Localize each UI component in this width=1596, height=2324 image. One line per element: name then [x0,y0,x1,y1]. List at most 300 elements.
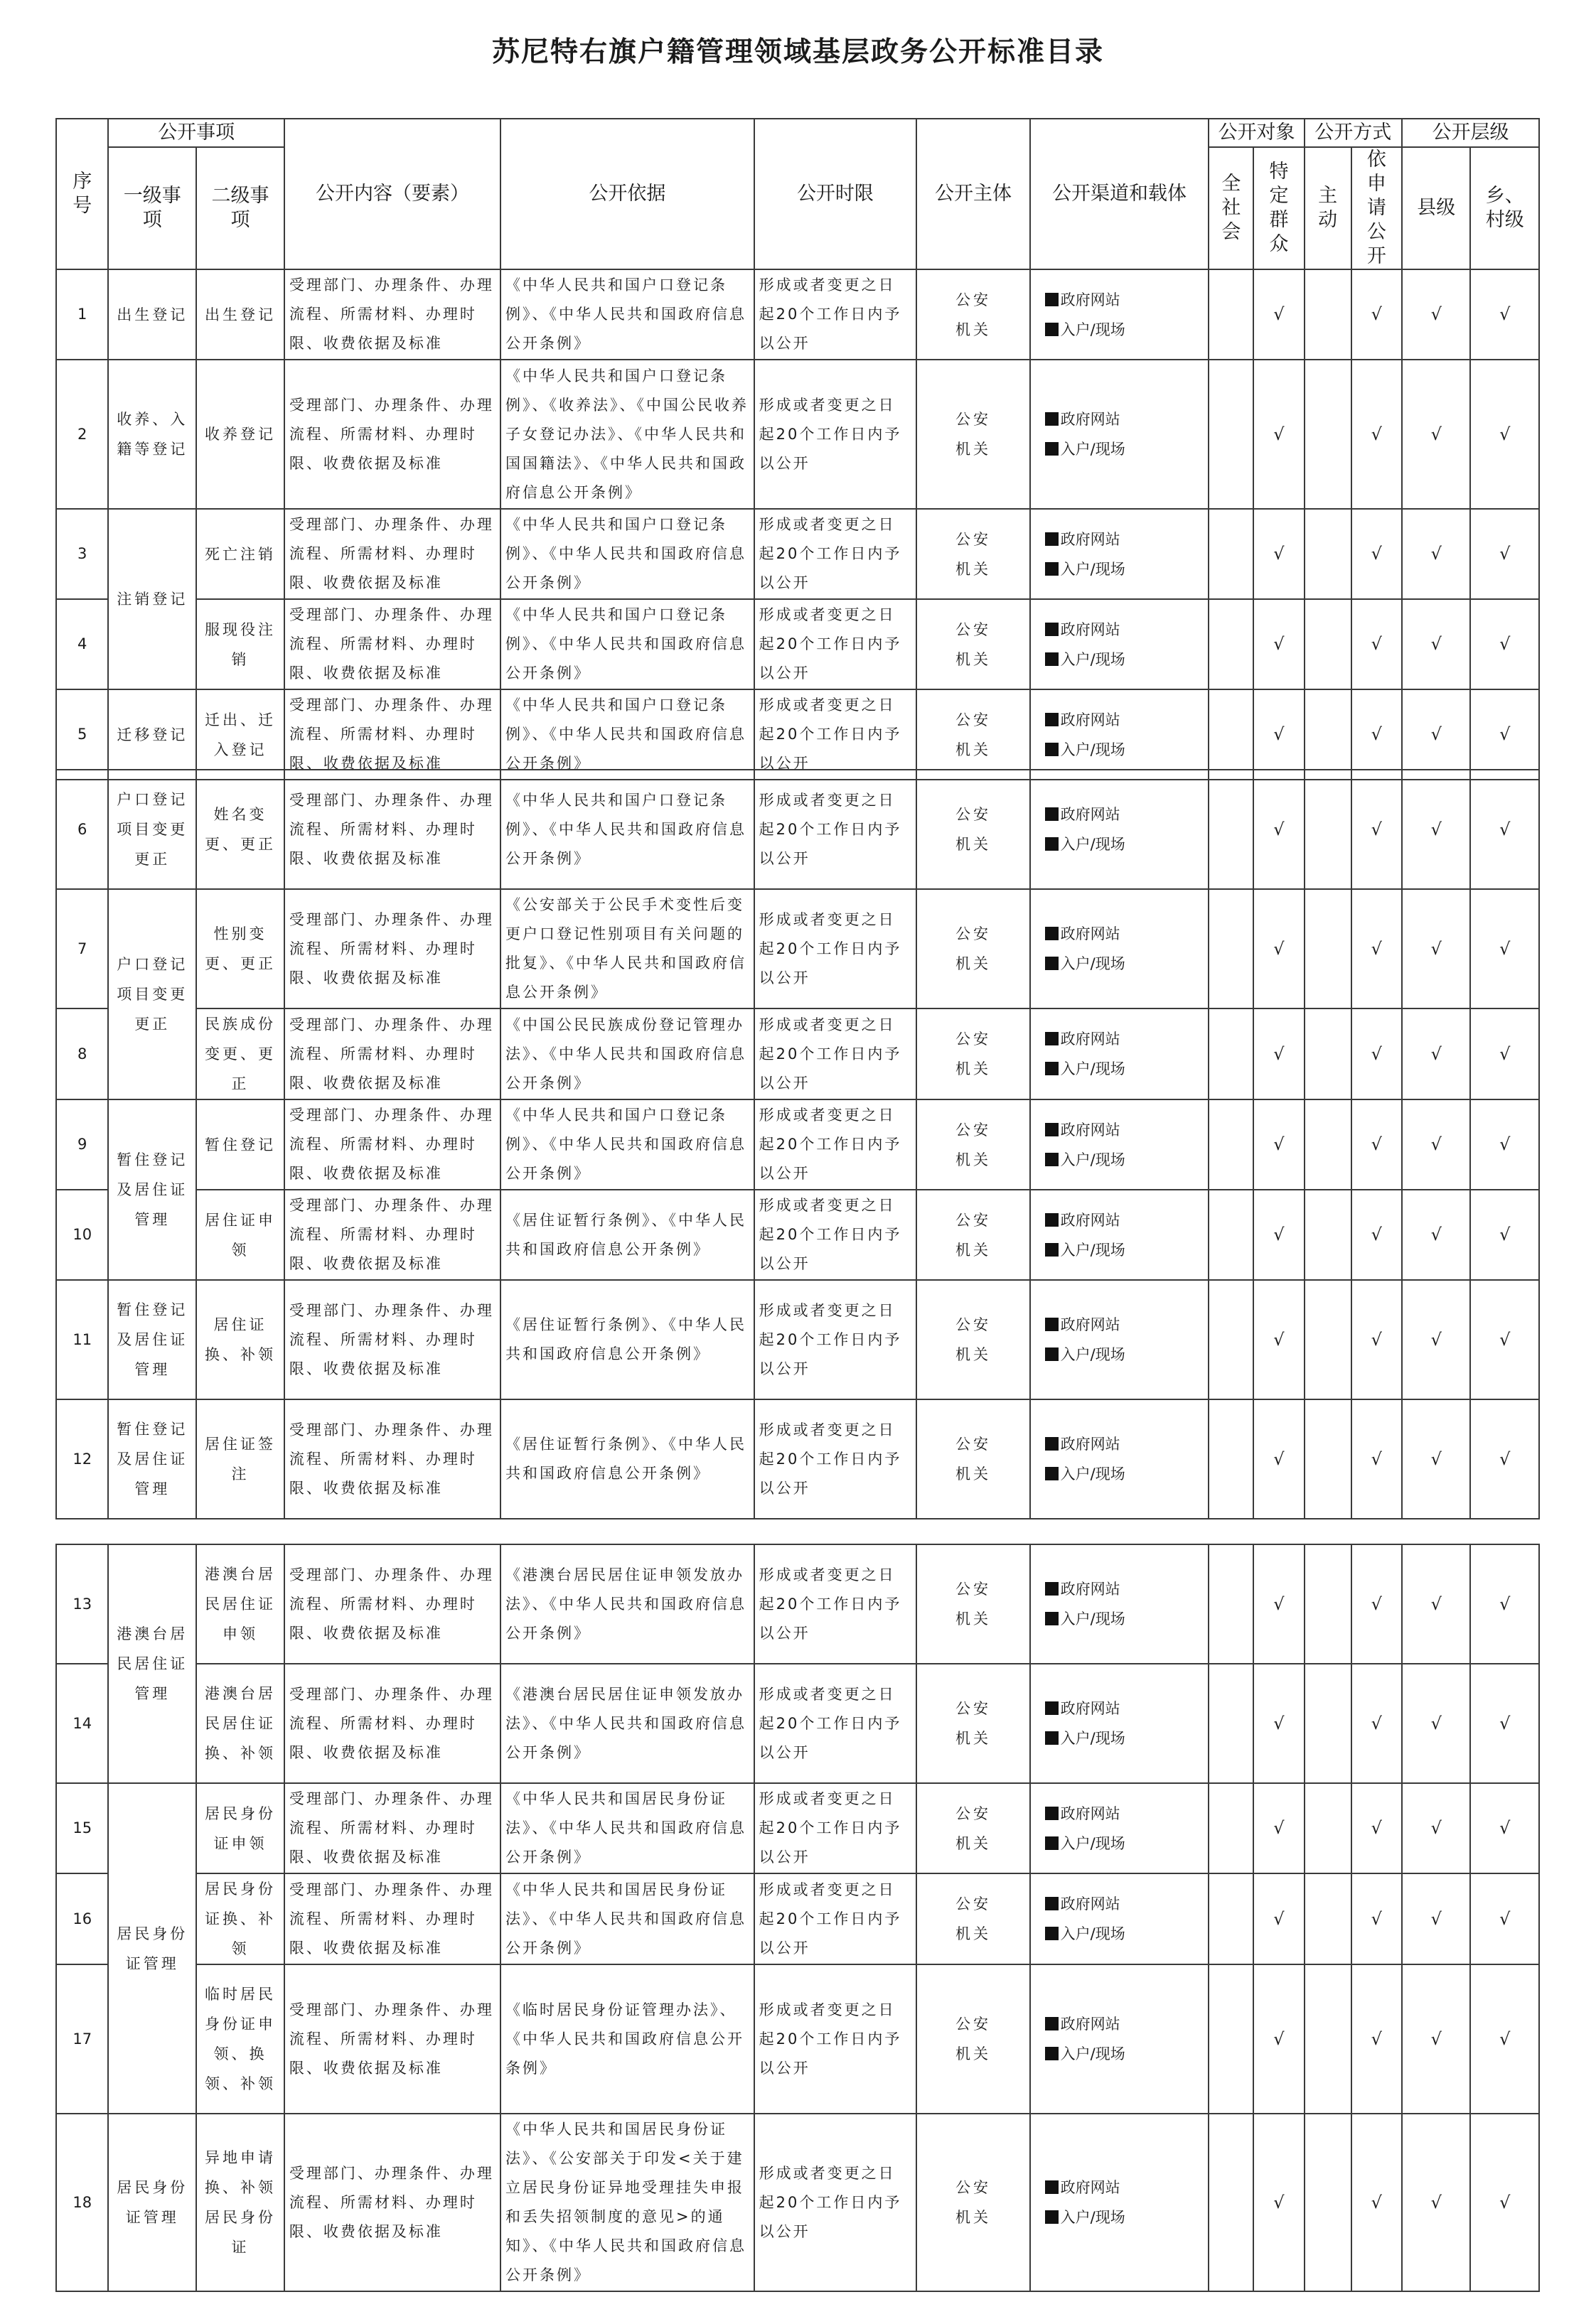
table-row [56,1544,1539,1664]
table-row [56,360,1539,509]
content-cell: 受理部门、办理条件、办理流程、所需材料、办理时限、收费依据及标准 [284,1399,500,1519]
channel-cell [1030,599,1209,689]
checkmark-icon: √ [1253,689,1304,780]
row-number: 13 [56,1544,108,1664]
method-active-cell [1305,1783,1351,1873]
checkmark-icon: √ [1351,2114,1402,2291]
table-row [56,1190,1539,1280]
black-square-icon [1045,837,1059,851]
checkmark-icon: √ [1253,360,1304,509]
checkmark-icon: √ [1351,889,1402,1008]
content-cell: 受理部门、办理条件、办理流程、所需材料、办理时限、收费依据及标准 [284,1280,500,1399]
channel-cell [1030,1190,1209,1280]
row-number: 17 [56,1964,108,2114]
channel-website: 政府网站 [1035,1889,1204,1919]
black-square-icon [1045,623,1059,636]
header-level2: 二级事项 [196,147,284,269]
header-basis: 公开依据 [500,119,754,269]
checkmark-icon: √ [1402,360,1470,509]
channel-cell [1030,1964,1209,2114]
time-cell: 形成或者变更之日起20个工作日内予以公开 [754,269,917,360]
channel-website: 政府网站 [1035,1115,1204,1145]
target-all-cell [1209,1783,1253,1873]
black-square-icon [1045,743,1059,756]
content-cell: 受理部门、办理条件、办理流程、所需材料、办理时限、收费依据及标准 [284,1099,500,1190]
black-square-icon [1045,2047,1059,2060]
row-number: 8 [56,1008,108,1099]
level2-item: 暂住登记 [196,1099,284,1190]
channel-website: 政府网站 [1035,615,1204,645]
channel-onsite: 入户/现场 [1035,554,1204,584]
black-square-icon [1045,1582,1059,1596]
method-active-cell [1305,509,1351,599]
table-row [56,1399,1539,1519]
black-square-icon [1045,2210,1059,2224]
checkmark-icon: √ [1470,269,1539,360]
checkmark-icon: √ [1351,1664,1402,1783]
basis-cell: 《中华人民共和国户口登记条例》、《中华人民共和国政府信息公开条例》 [500,509,754,599]
basis-cell: 《公安部关于公民手术变性后变更户口登记性别项目有关问题的批复》、《中华人民共和国政府信息公开条例》 [500,889,754,1008]
level2-item: 港澳台居民居住证申领 [196,1544,284,1664]
black-square-icon [1045,927,1059,940]
channel-cell [1030,269,1209,360]
checkmark-icon: √ [1351,1783,1402,1873]
subject-cell: 公安机关 [916,1783,1029,1873]
channel-website: 政府网站 [1035,2009,1204,2039]
checkmark-icon: √ [1402,1399,1470,1519]
black-square-icon [1045,1836,1059,1850]
subject-cell: 公安机关 [916,1873,1029,1964]
row-number: 10 [56,1190,108,1280]
level1-item: 收养、入籍等登记 [108,360,196,509]
checkmark-icon: √ [1402,889,1470,1008]
row-number: 14 [56,1664,108,1783]
method-active-cell [1305,1280,1351,1399]
black-square-icon [1045,1318,1059,1331]
row-number: 18 [56,2114,108,2291]
black-square-icon [1045,1062,1059,1075]
level2-item: 异地申请换、补领居民身份证 [196,2114,284,2291]
level2-item: 居民身份证换、补领 [196,1873,284,1964]
row-number: 11 [56,1280,108,1399]
time-cell: 形成或者变更之日起20个工作日内予以公开 [754,770,917,889]
checkmark-icon: √ [1351,599,1402,689]
header-subject: 公开主体 [916,119,1029,269]
row-number: 2 [56,360,108,509]
channel-website: 政府网站 [1035,404,1204,434]
time-cell: 形成或者变更之日起20个工作日内予以公开 [754,1964,917,2114]
level1-item: 暂住登记及居住证管理 [108,1399,196,1519]
checkmark-icon: √ [1402,1280,1470,1399]
basis-cell: 《中华人民共和国居民身份证法》、《中华人民共和国政府信息公开条例》 [500,1783,754,1873]
time-cell: 形成或者变更之日起20个工作日内予以公开 [754,2114,917,2291]
method-active-cell [1305,1664,1351,1783]
checkmark-icon: √ [1402,1190,1470,1280]
table-row [56,2114,1539,2291]
time-cell: 形成或者变更之日起20个工作日内予以公开 [754,689,917,780]
checkmark-icon: √ [1470,599,1539,689]
subject-cell: 公安机关 [916,1099,1029,1190]
method-active-cell [1305,1399,1351,1519]
row-number: 6 [56,770,108,889]
black-square-icon [1045,1927,1059,1940]
checkmark-icon: √ [1470,1783,1539,1873]
checkmark-icon: √ [1351,770,1402,889]
channel-website: 政府网站 [1035,2173,1204,2202]
checkmark-icon: √ [1253,2114,1304,2291]
basis-cell: 《中国公民民族成份登记管理办法》、《中华人民共和国政府信息公开条例》 [500,1008,754,1099]
channel-onsite: 入户/现场 [1035,1604,1204,1634]
subject-cell: 公安机关 [916,770,1029,889]
channel-cell [1030,1873,1209,1964]
checkmark-icon: √ [1253,889,1304,1008]
method-active-cell [1305,360,1351,509]
content-cell: 受理部门、办理条件、办理流程、所需材料、办理时限、收费依据及标准 [284,889,500,1008]
level2-item: 死亡注销 [196,509,284,599]
channel-onsite: 入户/现场 [1035,315,1204,345]
row-number: 16 [56,1873,108,1964]
channel-cell [1030,1399,1209,1519]
channel-cell [1030,689,1209,780]
level1-item: 户口登记项目变更更正 [108,770,196,889]
checkmark-icon: √ [1253,770,1304,889]
catalog-table-part-1 [55,118,1540,780]
level1-item: 注销登记 [108,509,196,689]
checkmark-icon: √ [1470,1008,1539,1099]
content-cell: 受理部门、办理条件、办理流程、所需材料、办理时限、收费依据及标准 [284,1190,500,1280]
black-square-icon [1045,562,1059,576]
header-channel: 公开渠道和载体 [1030,119,1209,269]
target-all-cell [1209,1399,1253,1519]
row-number: 15 [56,1783,108,1873]
level2-item: 服现役注销 [196,599,284,689]
checkmark-icon: √ [1402,1099,1470,1190]
channel-onsite: 入户/现场 [1035,1723,1204,1753]
subject-cell: 公安机关 [916,1280,1029,1399]
method-active-cell [1305,1544,1351,1664]
header-method-active: 主动 [1305,147,1351,269]
level1-item: 暂住登记及居住证管理 [108,1099,196,1280]
method-active-cell [1305,770,1351,889]
table-row [56,770,1539,889]
level2-item: 姓名变更、更正 [196,770,284,889]
basis-cell: 《港澳台居民居住证申领发放办法》、《中华人民共和国政府信息公开条例》 [500,1544,754,1664]
level2-item: 居住证申领 [196,1190,284,1280]
target-all-cell [1209,269,1253,360]
channel-cell [1030,889,1209,1008]
content-cell: 受理部门、办理条件、办理流程、所需材料、办理时限、收费依据及标准 [284,1964,500,2114]
time-cell: 形成或者变更之日起20个工作日内予以公开 [754,1280,917,1399]
checkmark-icon: √ [1402,689,1470,780]
header-method: 公开方式 [1305,119,1402,147]
header-target-all: 全社会 [1209,147,1253,269]
subject-cell: 公安机关 [916,509,1029,599]
checkmark-icon: √ [1402,509,1470,599]
black-square-icon [1045,1123,1059,1136]
content-cell: 受理部门、办理条件、办理流程、所需材料、办理时限、收费依据及标准 [284,770,500,889]
target-all-cell [1209,1873,1253,1964]
checkmark-icon: √ [1253,599,1304,689]
row-number: 12 [56,1399,108,1519]
basis-cell: 《中华人民共和国户口登记条例》、《中华人民共和国政府信息公开条例》 [500,770,754,889]
table-row [56,1783,1539,1873]
method-active-cell [1305,1099,1351,1190]
content-cell: 受理部门、办理条件、办理流程、所需材料、办理时限、收费依据及标准 [284,1544,500,1664]
checkmark-icon: √ [1402,1544,1470,1664]
header-target: 公开对象 [1209,119,1304,147]
black-square-icon [1045,957,1059,970]
black-square-icon [1045,1032,1059,1045]
row-number: 7 [56,889,108,1008]
checkmark-icon: √ [1470,1964,1539,2114]
checkmark-icon: √ [1351,360,1402,509]
checkmark-icon: √ [1253,509,1304,599]
time-cell: 形成或者变更之日起20个工作日内予以公开 [754,1544,917,1664]
channel-website: 政府网站 [1035,285,1204,315]
target-all-cell [1209,1964,1253,2114]
checkmark-icon: √ [1253,1964,1304,2114]
channel-cell [1030,1544,1209,1664]
checkmark-icon: √ [1253,1190,1304,1280]
table-row [56,1280,1539,1399]
checkmark-icon: √ [1470,1399,1539,1519]
checkmark-icon: √ [1253,1280,1304,1399]
channel-onsite: 入户/现场 [1035,645,1204,674]
method-active-cell [1305,1964,1351,2114]
table-row [56,889,1539,1008]
target-all-cell [1209,2114,1253,2291]
level1-item: 暂住登记及居住证管理 [108,1280,196,1399]
basis-cell: 《居住证暂行条例》、《中华人民共和国政府信息公开条例》 [500,1280,754,1399]
channel-onsite: 入户/现场 [1035,2039,1204,2069]
checkmark-icon: √ [1351,1190,1402,1280]
subject-cell: 公安机关 [916,889,1029,1008]
black-square-icon [1045,1731,1059,1745]
checkmark-icon: √ [1470,689,1539,780]
subject-cell: 公安机关 [916,360,1029,509]
row-number: 5 [56,689,108,780]
black-square-icon [1045,807,1059,821]
method-active-cell [1305,1873,1351,1964]
subject-cell: 公安机关 [916,1544,1029,1664]
checkmark-icon: √ [1470,1190,1539,1280]
basis-cell: 《居住证暂行条例》、《中华人民共和国政府信息公开条例》 [500,1190,754,1280]
basis-cell: 《中华人民共和国户口登记条例》、《中华人民共和国政府信息公开条例》 [500,1099,754,1190]
header-content: 公开内容（要素） [284,119,500,269]
table-row [56,1873,1539,1964]
table-row [56,1099,1539,1190]
black-square-icon [1045,323,1059,336]
black-square-icon [1045,1347,1059,1361]
level2-item: 居住证换、补领 [196,1280,284,1399]
level2-item: 收养登记 [196,360,284,509]
level2-item: 居住证签注 [196,1399,284,1519]
subject-cell: 公安机关 [916,1664,1029,1783]
method-active-cell [1305,1008,1351,1099]
black-square-icon [1045,293,1059,306]
channel-onsite: 入户/现场 [1035,949,1204,979]
checkmark-icon: √ [1351,1280,1402,1399]
channel-website: 政府网站 [1035,1799,1204,1829]
content-cell: 受理部门、办理条件、办理流程、所需材料、办理时限、收费依据及标准 [284,269,500,360]
table-row [56,1964,1539,2114]
content-cell: 受理部门、办理条件、办理流程、所需材料、办理时限、收费依据及标准 [284,2114,500,2291]
level2-item: 居民身份证申领 [196,1783,284,1873]
checkmark-icon: √ [1351,1008,1402,1099]
checkmark-icon: √ [1253,1544,1304,1664]
header-target-group: 特定群众 [1253,147,1304,269]
method-active-cell [1305,599,1351,689]
method-active-cell [1305,2114,1351,2291]
channel-website: 政府网站 [1035,705,1204,735]
level2-item: 临时居民身份证申领、换领、补领 [196,1964,284,2114]
header-level-village: 乡、村级 [1470,147,1539,269]
header-level-county: 县级 [1402,147,1470,269]
checkmark-icon: √ [1351,1873,1402,1964]
channel-cell [1030,509,1209,599]
black-square-icon [1045,713,1059,726]
checkmark-icon: √ [1470,770,1539,889]
channel-onsite: 入户/现场 [1035,1235,1204,1265]
channel-cell [1030,1008,1209,1099]
checkmark-icon: √ [1470,1664,1539,1783]
target-all-cell [1209,509,1253,599]
channel-website: 政府网站 [1035,1310,1204,1340]
channel-onsite: 入户/现场 [1035,1919,1204,1949]
target-all-cell [1209,889,1253,1008]
channel-cell [1030,1099,1209,1190]
channel-cell [1030,2114,1209,2291]
basis-cell: 《中华人民共和国户口登记条例》、《中华人民共和国政府信息公开条例》 [500,269,754,360]
method-active-cell [1305,889,1351,1008]
black-square-icon [1045,1807,1059,1820]
basis-cell: 《中华人民共和国户口登记条例》、《收养法》、《中国公民收养子女登记办法》、《中华人民共和国国籍法》、《中华人民共和国政府信息公开条例》 [500,360,754,509]
level2-item: 民族成份变更、更正 [196,1008,284,1099]
target-all-cell [1209,1008,1253,1099]
channel-website: 政府网站 [1035,524,1204,554]
table-row [56,1008,1539,1099]
checkmark-icon: √ [1402,1873,1470,1964]
row-number: 9 [56,1099,108,1190]
time-cell: 形成或者变更之日起20个工作日内予以公开 [754,1190,917,1280]
channel-website: 政府网站 [1035,1429,1204,1459]
checkmark-icon: √ [1351,689,1402,780]
method-active-cell [1305,269,1351,360]
black-square-icon [1045,2180,1059,2194]
header-seq: 序号 [56,119,108,269]
black-square-icon [1045,652,1059,666]
checkmark-icon: √ [1402,2114,1470,2291]
black-square-icon [1045,1897,1059,1910]
target-all-cell [1209,1280,1253,1399]
basis-cell: 《临时居民身份证管理办法》、《中华人民共和国政府信息公开条例》 [500,1964,754,2114]
level1-item: 迁移登记 [108,689,196,780]
row-number: 1 [56,269,108,360]
level2-item: 迁出、迁入登记 [196,689,284,780]
method-active-cell [1305,1190,1351,1280]
checkmark-icon: √ [1253,1664,1304,1783]
header-method-apply: 依申请公开 [1351,147,1402,269]
subject-cell: 公安机关 [916,1399,1029,1519]
catalog-table-part-2 [55,769,1540,1519]
row-number: 4 [56,599,108,689]
header-items: 公开事项 [108,119,284,147]
table-row [56,689,1539,780]
black-square-icon [1045,1153,1059,1166]
channel-onsite: 入户/现场 [1035,434,1204,464]
basis-cell: 《中华人民共和国户口登记条例》、《中华人民共和国政府信息公开条例》 [500,689,754,780]
checkmark-icon: √ [1351,1964,1402,2114]
level2-item: 性别变更、更正 [196,889,284,1008]
channel-onsite: 入户/现场 [1035,1829,1204,1858]
channel-website: 政府网站 [1035,919,1204,949]
target-all-cell [1209,1099,1253,1190]
channel-cell [1030,1664,1209,1783]
checkmark-icon: √ [1253,1783,1304,1873]
basis-cell: 《港澳台居民居住证申领发放办法》、《中华人民共和国政府信息公开条例》 [500,1664,754,1783]
checkmark-icon: √ [1351,1399,1402,1519]
target-all-cell [1209,360,1253,509]
subject-cell: 公安机关 [916,1964,1029,2114]
header-level: 公开层级 [1402,119,1539,147]
time-cell: 形成或者变更之日起20个工作日内予以公开 [754,889,917,1008]
checkmark-icon: √ [1470,1544,1539,1664]
channel-cell [1030,1280,1209,1399]
header-level1: 一级事项 [108,147,196,269]
time-cell: 形成或者变更之日起20个工作日内予以公开 [754,1399,917,1519]
checkmark-icon: √ [1253,1099,1304,1190]
subject-cell: 公安机关 [916,599,1029,689]
content-cell: 受理部门、办理条件、办理流程、所需材料、办理时限、收费依据及标准 [284,509,500,599]
time-cell: 形成或者变更之日起20个工作日内予以公开 [754,1099,917,1190]
checkmark-icon: √ [1351,269,1402,360]
black-square-icon [1045,1243,1059,1257]
level1-item: 居民身份证管理 [108,2114,196,2291]
level1-item: 居民身份证管理 [108,1783,196,2114]
target-all-cell [1209,599,1253,689]
checkmark-icon: √ [1402,1008,1470,1099]
target-all-cell [1209,770,1253,889]
basis-cell: 《居住证暂行条例》、《中华人民共和国政府信息公开条例》 [500,1399,754,1519]
checkmark-icon: √ [1402,269,1470,360]
level2-item: 港澳台居民居住证换、补领 [196,1664,284,1783]
content-cell: 受理部门、办理条件、办理流程、所需材料、办理时限、收费依据及标准 [284,1873,500,1964]
time-cell: 形成或者变更之日起20个工作日内予以公开 [754,599,917,689]
target-all-cell [1209,1190,1253,1280]
checkmark-icon: √ [1351,1099,1402,1190]
channel-website: 政府网站 [1035,800,1204,829]
channel-onsite: 入户/现场 [1035,1145,1204,1175]
channel-cell [1030,1783,1209,1873]
content-cell: 受理部门、办理条件、办理流程、所需材料、办理时限、收费依据及标准 [284,1664,500,1783]
time-cell: 形成或者变更之日起20个工作日内予以公开 [754,1783,917,1873]
content-cell: 受理部门、办理条件、办理流程、所需材料、办理时限、收费依据及标准 [284,1783,500,1873]
checkmark-icon: √ [1470,509,1539,599]
black-square-icon [1045,1701,1059,1715]
method-active-cell [1305,689,1351,780]
checkmark-icon: √ [1470,2114,1539,2291]
black-square-icon [1045,1213,1059,1227]
subject-cell: 公安机关 [916,689,1029,780]
page-title: 苏尼特右旗户籍管理领域基层政务公开标准目录 [491,36,1104,68]
target-all-cell [1209,1544,1253,1664]
subject-cell: 公安机关 [916,2114,1029,2291]
black-square-icon [1045,1437,1059,1451]
channel-onsite: 入户/现场 [1035,1054,1204,1084]
channel-website: 政府网站 [1035,1574,1204,1604]
black-square-icon [1045,1467,1059,1480]
checkmark-icon: √ [1470,360,1539,509]
